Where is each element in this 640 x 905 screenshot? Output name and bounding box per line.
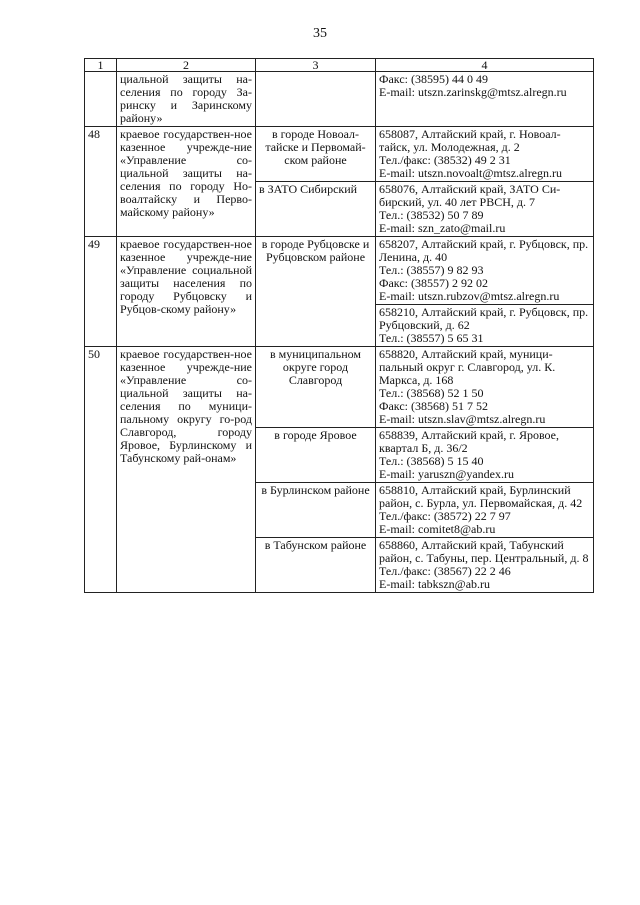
contact-email: E-mail: tabkszn@ab.ru [379,577,491,591]
organization-name: циальной защиты на-селения по городу За-ринску и Заринскому району» [117,72,256,127]
contact-info [376,305,594,347]
contact-info [376,182,594,237]
row-number: 49 [85,237,117,347]
contact-phone: Тел.: (38568) 52 1 50 [379,386,484,400]
contact-phone: Тел.: (38532) 50 7 89 [379,208,484,222]
subdivision-area: в городе Рубцовске и Рубцовском районе [256,237,376,347]
contact-info [376,72,594,127]
column-header-3: 3 [256,59,376,72]
subdivision-area: в ЗАТО Сибирский [256,182,376,237]
table-row [85,127,594,182]
table-row [85,237,594,305]
contact-info [376,127,594,182]
offices-table [84,58,594,593]
contact-address: 658207, Алтайский край, г. Рубцовск, пр. Ленина, д. 40 [379,237,589,264]
contact-fax: Факс: (38557) 2 92 02 [379,276,488,290]
contact-address: 658860, Алтайский край, Табунский район, с. Табуны, пер. Центральный, д. 8 [379,538,589,565]
contact-email: E-mail: utszn.zarinskg@mtsz.alregn.ru [379,85,567,99]
column-header-1: 1 [85,59,117,72]
organization-name: краевое государствен-ное казенное учрежде-ние «Управление со-циальной защиты на-селения по городу Но-воалтайску и Перво-майскому району» [117,127,256,237]
table-header-row [85,59,594,72]
contact-address: 658820, Алтайский край, муници-пальный округ г. Славгород, ул. К. Маркса, д. 168 [379,347,556,387]
contact-email: E-mail: szn_zato@mail.ru [379,221,506,235]
page-number: 35 [313,26,327,41]
contact-phone: Тел.: (38568) 5 15 40 [379,454,484,468]
contact-email: E-mail: utszn.rubzov@mtsz.alregn.ru [379,289,560,303]
contact-address: 658839, Алтайский край, г. Яровое, квартал Б, д. 36/2 [379,428,559,455]
contact-info [376,483,594,538]
contact-fax: Факс: (38595) 44 0 49 [379,72,488,86]
column-header-4: 4 [376,59,594,72]
contact-email: E-mail: utszn.novoalt@mtsz.alregn.ru [379,166,563,180]
contact-address: 658076, Алтайский край, ЗАТО Си-бирский, ул. 40 лет РВСН, д. 7 [379,182,561,209]
contact-phone: Тел./факс: (38567) 22 2 46 [379,564,511,578]
row-number [85,72,117,127]
contact-phone: Тел.: (38557) 5 65 31 [379,331,484,345]
subdivision-area [256,72,376,127]
contact-fax: Факс: (38568) 51 7 52 [379,399,488,413]
organization-name: краевое государствен-ное казенное учрежде-ние «Управление социальной защиты населения по городу Рубцовску и Рубцов-скому району» [117,237,256,347]
contact-info [376,237,594,305]
contact-phone: Тел./факс: (38532) 49 2 31 [379,153,511,167]
row-number: 50 [85,347,117,593]
subdivision-area: в городе Яровое [256,428,376,483]
contact-info [376,428,594,483]
subdivision-area: в Табунском районе [256,538,376,593]
contact-address: 658087, Алтайский край, г. Новоал-тайск, ул. Молодежная, д. 2 [379,127,561,154]
subdivision-area: в Бурлинском районе [256,483,376,538]
table-row [85,347,594,428]
subdivision-area: в муниципальном округе город Славгород [256,347,376,428]
subdivision-area: в городе Новоал-тайске и Первомай-ском районе [256,127,376,182]
organization-name: краевое государствен-ное казенное учрежде-ние «Управление со-циальной защиты на-селения по муници-пальному округу го-род Славгород, городу Яровое, Бурлинскому и Табунскому рай-онам» [117,347,256,593]
contact-email: E-mail: yaruszn@yandex.ru [379,467,515,481]
contact-info [376,538,594,593]
column-header-2: 2 [117,59,256,72]
table-row-continuation [85,72,594,127]
contact-address: 658810, Алтайский край, Бурлинский район, с. Бурла, ул. Первомайская, д. 42 [379,483,583,510]
contact-email: E-mail: utszn.slav@mtsz.alregn.ru [379,412,546,426]
contact-phone: Тел.: (38557) 9 82 93 [379,263,484,277]
row-number: 48 [85,127,117,237]
contact-info [376,347,594,428]
contact-phone: Тел./факс: (38572) 22 7 97 [379,509,511,523]
contact-email: E-mail: comitet8@ab.ru [379,522,496,536]
contact-address: 658210, Алтайский край, г. Рубцовск, пр. Рубцовский, д. 62 [379,305,589,332]
